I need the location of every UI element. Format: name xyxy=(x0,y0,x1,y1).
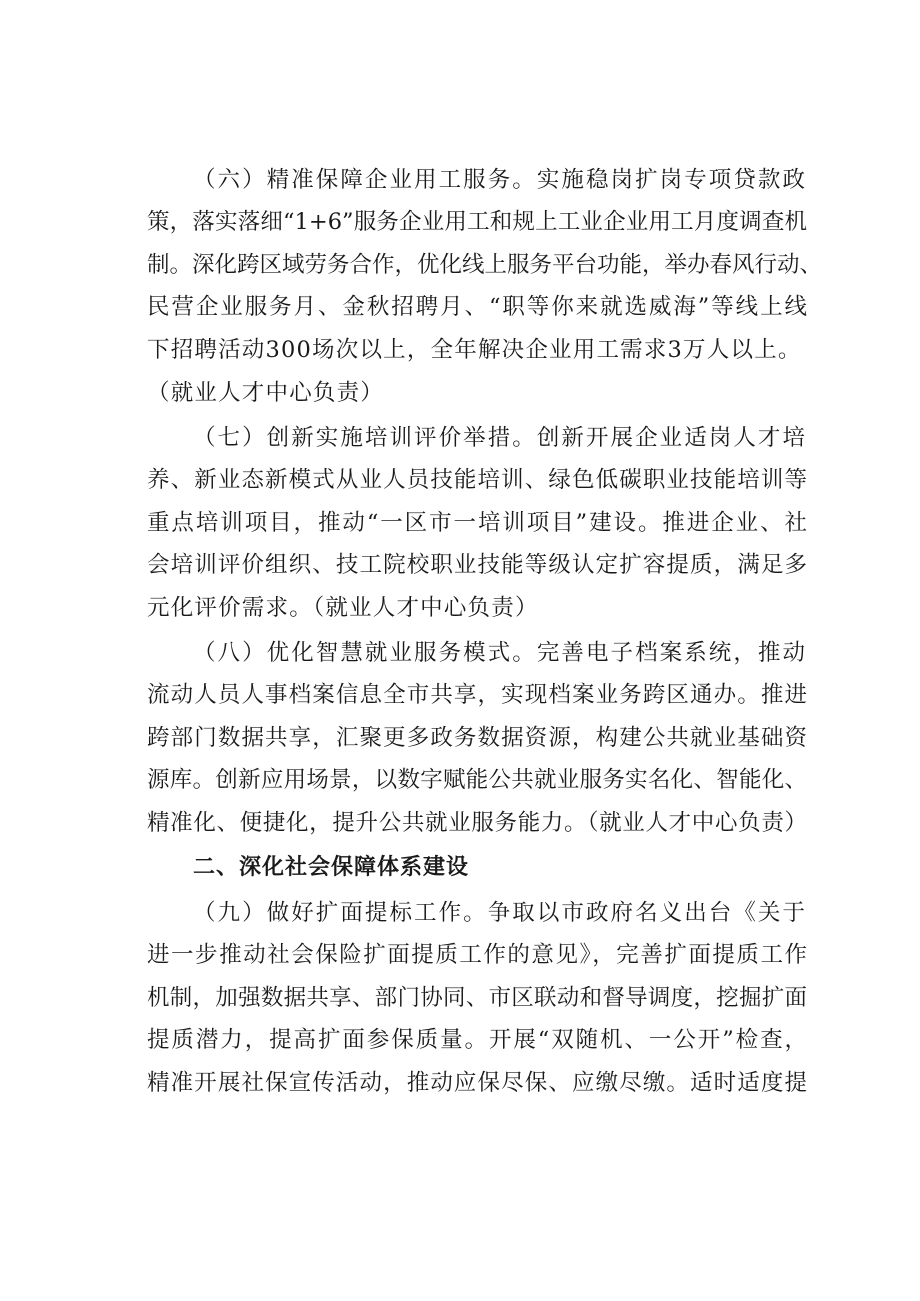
paragraph-8-line-4: 源库。创新应用场景，以数字赋能公共就业服务实名化、智能化、 xyxy=(147,767,807,793)
paragraph-9-line-4: 提质潜力，提高扩面参保质量。开展“双随机、一公开”检查， xyxy=(147,1027,807,1053)
paragraph-7-line-2: 养、新业态新模式从业人员技能培训、绿色低碳职业技能培训等 xyxy=(147,467,807,493)
paragraph-6-responsible: （就业人才中心负责） xyxy=(147,380,385,406)
paragraph-6-line-2: 策，落实落细“1+6”服务企业用工和规上工业企业用工月度调查机 xyxy=(147,209,807,235)
paragraph-9-line-3: 机制，加强数据共享、部门协同、市区联动和督导调度，挖掘扩面 xyxy=(147,985,807,1011)
paragraph-6-line-3: 制。深化跨区域劳务合作，优化线上服务平台功能，举办春风行动、 xyxy=(147,252,823,278)
paragraph-8-line-2: 流动人员人事档案信息全市共享，实现档案业务跨区通办。推进 xyxy=(147,682,807,708)
paragraph-8-line-1: （八）优化智慧就业服务模式。完善电子档案系统，推动 xyxy=(193,640,805,666)
paragraph-7-line-1: （七）创新实施培训评价举措。创新开展企业适岗人才培 xyxy=(193,425,805,451)
paragraph-9-line-2: 进一步推动社会保险扩面提质工作的意见》，完善扩面提质工作 xyxy=(147,942,807,968)
paragraph-8-line-3: 跨部门数据共享，汇聚更多政务数据资源，构建公共就业基础资 xyxy=(147,725,807,751)
section-heading: 二、深化社会保障体系建设 xyxy=(193,855,470,880)
paragraph-6-line-5: 下招聘活动300场次以上，全年解决企业用工需求3万人以上。 xyxy=(147,337,802,363)
paragraph-7-line-5: 元化评价需求。（就业人才中心负责） xyxy=(147,595,539,621)
paragraph-6-line-4: 民营企业服务月、金秋招聘月、“职等你来就选威海”等线上线 xyxy=(147,294,807,320)
paragraph-7-line-3: 重点培训项目，推动“一区市一培训项目”建设。推进企业、社 xyxy=(147,510,807,536)
paragraph-8-line-5: 精准化、便捷化，提升公共就业服务能力。（就业人才中心负责） xyxy=(147,810,807,836)
paragraph-6-line-1: （六）精准保障企业用工服务。实施稳岗扩岗专项贷款政 xyxy=(193,167,805,193)
paragraph-9-line-1: （九）做好扩面提标工作。争取以市政府名义出台《关于 xyxy=(193,900,805,926)
paragraph-7-line-4: 会培训评价组织、技工院校职业技能等级认定扩容提质，满足多 xyxy=(147,552,807,578)
paragraph-9-line-5: 精准开展社保宣传活动，推动应保尽保、应缴尽缴。适时适度提 xyxy=(147,1070,807,1096)
